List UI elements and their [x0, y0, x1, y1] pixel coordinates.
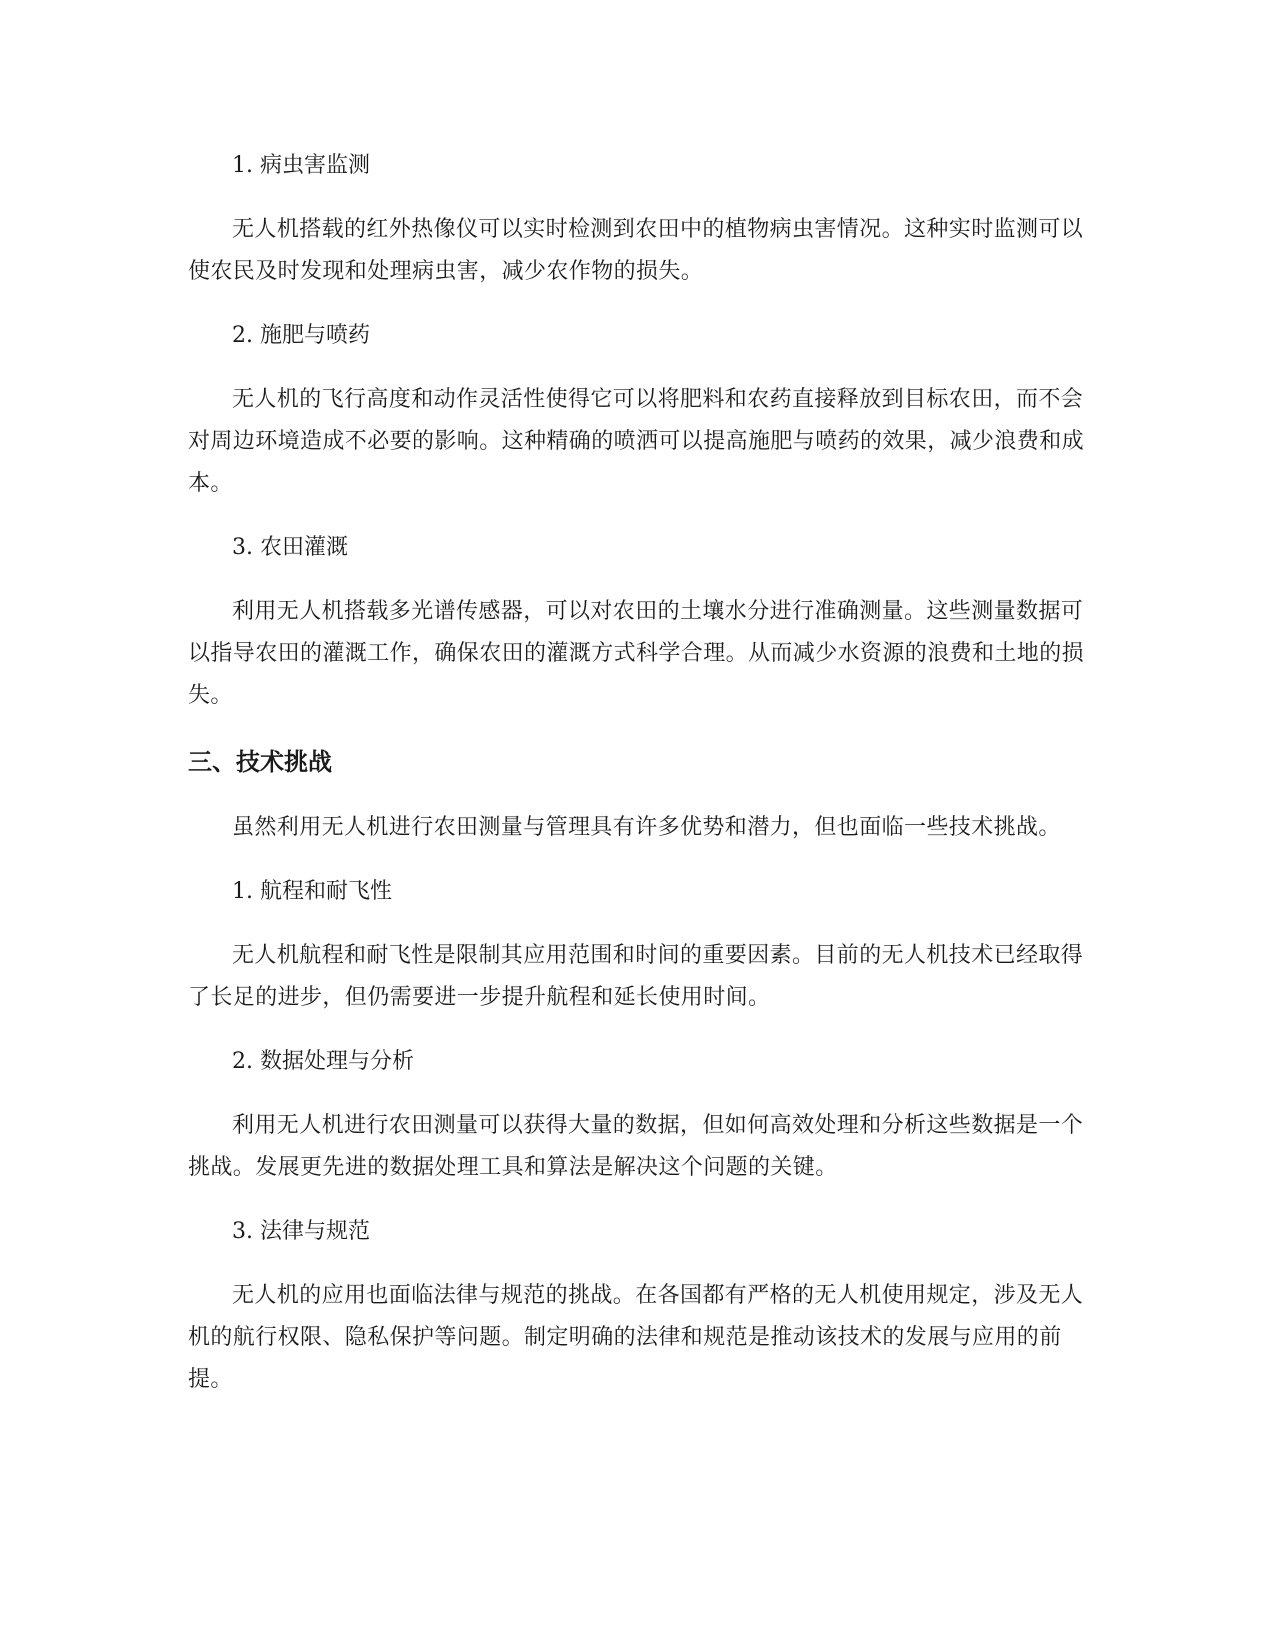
document-page	[188, 145, 1090, 1401]
subheading-law-regulation: 3. 法律与规范	[232, 1219, 370, 1244]
subheading-pest-monitoring: 1. 病虫害监测	[232, 153, 370, 178]
subheading-fertilizing-spraying: 2. 施肥与喷药	[232, 323, 370, 348]
subheading-range-endurance: 1. 航程和耐飞性	[232, 879, 392, 904]
section-heading-technical-challenges: 三、技术挑战	[188, 748, 332, 776]
paragraph-irrigation: 利用无人机搭载多光谱传感器，可以对农田的土壤水分进行准确测量。这些测量数据可以指导农田的灌溉工作，确保农田的灌溉方式科学合理。从而减少水资源的浪费和土地的损失。	[188, 599, 1085, 708]
paragraph-data-processing: 利用无人机进行农田测量可以获得大量的数据，但如何高效处理和分析这些数据是一个挑战。发展更先进的数据处理工具和算法是解决这个问题的关键。	[188, 1113, 1084, 1180]
subheading-data-processing: 2. 数据处理与分析	[232, 1049, 414, 1074]
paragraph-challenges-intro: 虽然利用无人机进行农田测量与管理具有许多优势和潜力，但也面临一些技术挑战。	[232, 815, 1061, 840]
subheading-irrigation: 3. 农田灌溉	[232, 535, 348, 560]
paragraph-fertilizing-spraying: 无人机的飞行高度和动作灵活性使得它可以将肥料和农药直接释放到目标农田，而不会对周边环境造成不必要的影响。这种精确的喷洒可以提高施肥与喷药的效果，减少浪费和成本。	[188, 387, 1085, 496]
paragraph-range-endurance: 无人机航程和耐飞性是限制其应用范围和时间的重要因素。目前的无人机技术已经取得了长足的进步，但仍需要进一步提升航程和延长使用时间。	[188, 943, 1084, 1010]
paragraph-law-regulation: 无人机的应用也面临法律与规范的挑战。在各国都有严格的无人机使用规定，涉及无人机的航行权限、隐私保护等问题。制定明确的法律和规范是推动该技术的发展与应用的前提。	[188, 1283, 1084, 1392]
paragraph-pest-monitoring: 无人机搭载的红外热像仪可以实时检测到农田中的植物病虫害情况。这种实时监测可以使农民及时发现和处理病虫害，减少农作物的损失。	[188, 217, 1084, 284]
